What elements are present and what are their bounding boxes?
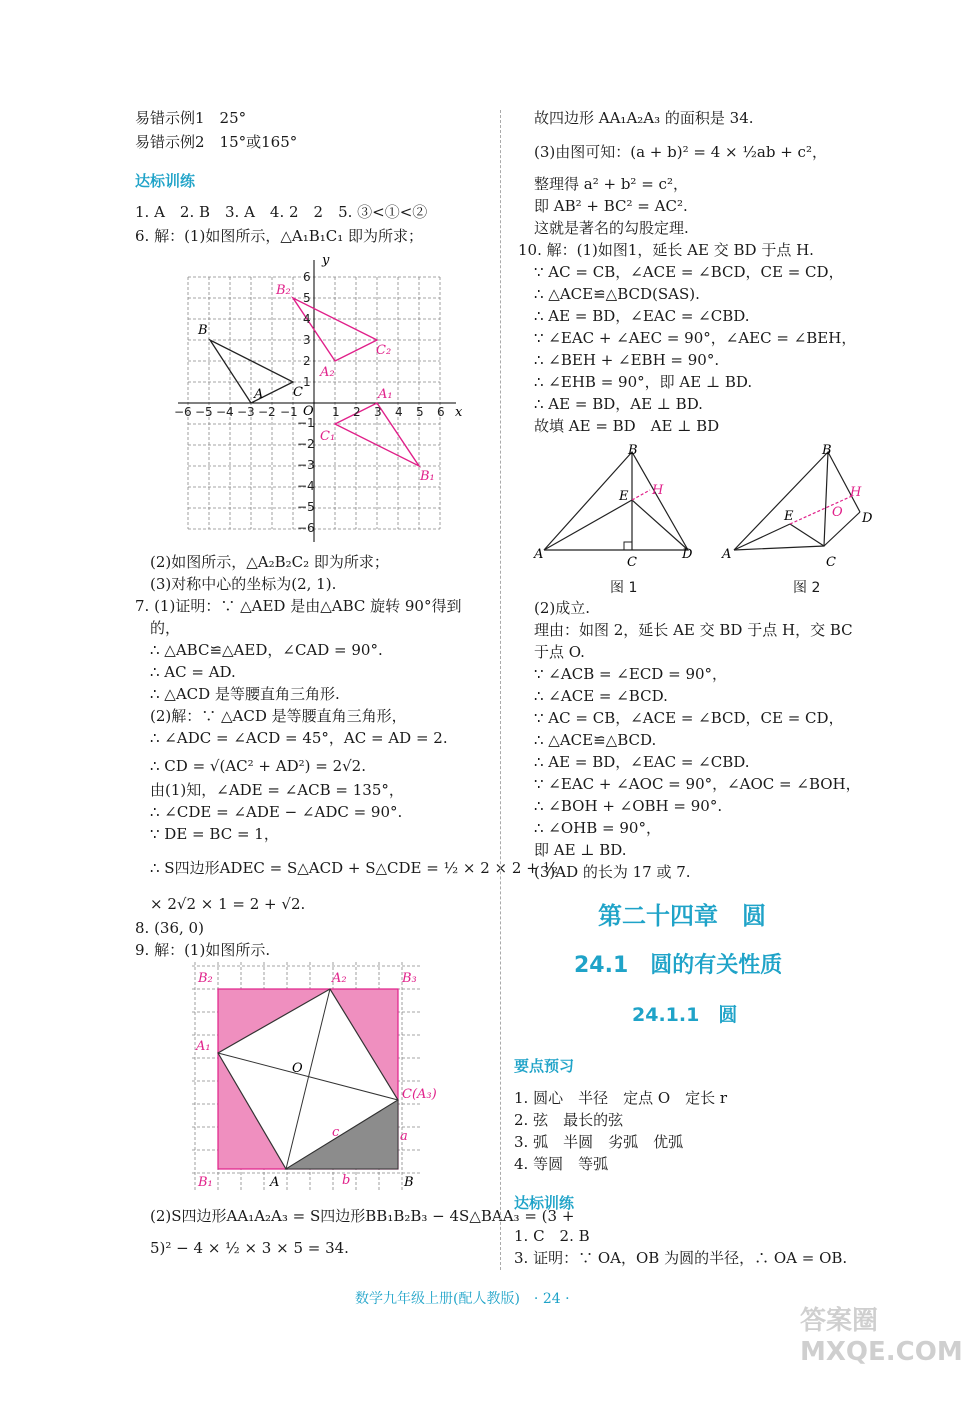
left-text-line: 易错示例1 25° [135, 109, 247, 127]
svg-text:−6: −6 [297, 521, 315, 535]
right-text-line: ∴ ∠ACE = ∠BCD. [534, 687, 668, 705]
svg-text:B: B [822, 443, 832, 458]
right-text-line: ∵ AC = CB，∠ACE = ∠BCD，CE = CD， [534, 709, 844, 727]
svg-text:−2: −2 [297, 437, 315, 451]
watermark-logo: 答案圈 MXQE.COM [800, 1306, 963, 1367]
svg-text:b: b [342, 1173, 351, 1188]
svg-text:A: A [722, 547, 732, 562]
svg-text:−5: −5 [297, 500, 315, 514]
svg-text:1: 1 [303, 375, 311, 389]
left-text-line: ∴ △ABC≌△AED，∠CAD = 90°. [150, 641, 383, 659]
left-text-line: ∵ DE = BC = 1， [150, 825, 279, 843]
left-text-line: 9. 解：(1)如图所示. [135, 941, 271, 959]
svg-text:−4: −4 [216, 405, 234, 419]
svg-text:B₂: B₂ [198, 971, 213, 986]
left-text-line: 1. A 2. B 3. A 4. 2 2 5. ③<①<② [135, 203, 428, 221]
svg-text:A: A [270, 1175, 280, 1190]
svg-text:−5: −5 [195, 405, 213, 419]
svg-text:6: 6 [303, 270, 311, 284]
svg-text:−4: −4 [297, 479, 315, 493]
right-text-line: 1. 圆心 半径 定点 O 定长 r [514, 1089, 728, 1107]
svg-text:3: 3 [374, 405, 382, 419]
left-text-line: 8. (36, 0) [135, 919, 204, 937]
right-text-line: 整理得 a² + b² = c²， [534, 175, 688, 193]
right-text-line: ∵ ∠EAC + ∠AOC = 90°，∠AOC = ∠BOH， [534, 775, 861, 793]
right-text-line: ∴ AE = BD，∠EAC = ∠CBD. [534, 307, 750, 325]
svg-text:4: 4 [395, 405, 403, 419]
left-text-line: (2)如图所示，△A₂B₂C₂ 即为所求； [150, 553, 389, 571]
right-text-line: 故四边形 AA₁A₂A₃ 的面积是 34. [534, 109, 754, 127]
svg-text:B₁: B₁ [420, 469, 435, 484]
right-text-line: 4. 等圆 等弧 [514, 1155, 609, 1173]
svg-text:5: 5 [303, 291, 311, 305]
right-text-line: ∵ AC = CB，∠ACE = ∠BCD，CE = CD， [534, 263, 844, 281]
left-text-line: 6. 解：(1)如图所示，△A₁B₁C₁ 即为所求； [135, 227, 424, 245]
left-text-line: ∴ AC = AD. [150, 663, 236, 681]
left-text-line: 易错示例2 15°或165° [135, 133, 298, 151]
right-text-line: ∴ ∠OHB = 90°， [534, 819, 661, 837]
svg-text:−1: −1 [280, 405, 298, 419]
svg-text:−2: −2 [258, 405, 276, 419]
svg-text:6: 6 [437, 405, 445, 419]
right-text-line: 故填 AE = BD AE ⊥ BD [534, 417, 720, 435]
left-text-line: × 2√2 × 1 = 2 + √2. [150, 895, 306, 913]
svg-text:B: B [404, 1175, 414, 1190]
svg-text:B: B [198, 323, 208, 338]
svg-text:B: B [628, 443, 638, 458]
svg-text:C(A₃): C(A₃) [402, 1087, 437, 1102]
right-text-line: ∴ ∠EHB = 90°，即 AE ⊥ BD. [534, 373, 753, 391]
svg-text:4: 4 [303, 312, 311, 326]
svg-text:C: C [627, 555, 637, 570]
svg-text:B₁: B₁ [198, 1175, 213, 1190]
svg-text:D: D [862, 511, 873, 526]
section-heading-training: 达标训练 [135, 172, 196, 190]
left-text-line: (3)对称中心的坐标为(2, 1). [150, 575, 337, 593]
svg-text:5: 5 [416, 405, 424, 419]
left-text-line: ∴ ∠CDE = ∠ADE − ∠ADC = 90°. [150, 803, 403, 821]
right-text-line: 2. 弦 最长的弦 [514, 1111, 624, 1129]
svg-text:−3: −3 [297, 458, 315, 472]
svg-text:x: x [455, 405, 463, 420]
right-text-line: ∴ △ACE≌△BCD(SAS). [534, 285, 700, 303]
left-text-line: ∴ ∠ADC = ∠ACD = 45°，AC = AD = 2. [150, 729, 448, 747]
right-text-line: ∵ ∠ACB = ∠ECD = 90°， [534, 665, 728, 683]
left-text-line: 由(1)知，∠ADE = ∠ACB = 135°， [150, 781, 404, 799]
page-footer: 数学九年级上册(配人教版) · 24 · [355, 1291, 570, 1307]
right-text-line: ∴ AE = BD，∠EAC = ∠CBD. [534, 753, 750, 771]
chapter-title: 第二十四章 圆 [598, 902, 766, 930]
right-text-line: ∴ ∠BEH + ∠EBH = 90°. [534, 351, 720, 369]
figure-2-caption: 图 2 [793, 580, 821, 596]
right-text-line: ∴ △ACE≌△BCD. [534, 731, 657, 749]
left-text-line: 7. (1)证明：∵ △AED 是由△ABC 旋转 90°得到 [135, 597, 462, 615]
svg-text:−1: −1 [297, 416, 315, 430]
coordinate-figure [170, 252, 470, 548]
right-text-line: 1. C 2. B [514, 1227, 590, 1245]
section-heading-key-preview: 要点预习 [514, 1057, 575, 1075]
right-text-line: ∴ AE = BD，AE ⊥ BD. [534, 395, 703, 413]
svg-text:C₁: C₁ [320, 429, 336, 444]
svg-text:E: E [784, 509, 794, 524]
svg-text:C₂: C₂ [376, 343, 392, 358]
right-text-line: 即 AE ⊥ BD. [534, 841, 627, 859]
left-text-line: 5)² − 4 × ½ × 3 × 5 = 34. [150, 1239, 349, 1257]
svg-text:D: D [682, 547, 693, 562]
triangle-figure-2 [720, 440, 890, 575]
svg-text:A₂: A₂ [332, 971, 347, 986]
right-text-line: (2)成立. [534, 599, 591, 617]
subsection-title: 24.1.1 圆 [632, 1004, 738, 1026]
right-text-line: (3)由图可知：(a + b)² = 4 × ½ab + c²， [534, 143, 827, 161]
svg-text:C: C [293, 385, 303, 400]
left-text-line: ∴ S四边形ADEC = S△ACD + S△CDE = ½ × 2 × 2 + ½ [150, 859, 559, 877]
svg-text:H: H [652, 483, 664, 498]
right-text-line: 这就是著名的勾股定理. [534, 219, 689, 237]
right-text-line: 10. 解：(1)如图1，延长 AE 交 BD 于点 H. [518, 241, 814, 259]
svg-text:A: A [534, 547, 544, 562]
right-text-line: 于点 O. [534, 643, 585, 661]
svg-text:C: C [826, 555, 836, 570]
left-text-line: ∴ CD = √(AC² + AD²) = 2√2. [150, 757, 366, 775]
right-text-line: ∴ ∠BOH + ∠OBH = 90°. [534, 797, 723, 815]
svg-text:A₁: A₁ [378, 387, 393, 402]
svg-text:O: O [303, 404, 314, 419]
svg-text:O: O [292, 1061, 303, 1076]
svg-text:A₂: A₂ [320, 365, 335, 380]
svg-text:−6: −6 [174, 405, 192, 419]
right-text-line: (3)AD 的长为 17 或 7. [534, 863, 691, 881]
triangle-figure-1 [532, 440, 702, 575]
svg-text:3: 3 [303, 333, 311, 347]
svg-text:E: E [619, 489, 629, 504]
svg-text:H: H [850, 485, 862, 500]
right-text-line: 3. 弧 半圆 劣弧 优弧 [514, 1133, 684, 1151]
svg-text:1: 1 [332, 405, 340, 419]
svg-text:B₂: B₂ [276, 283, 291, 298]
svg-text:2: 2 [353, 405, 361, 419]
right-text-line: 理由：如图 2，延长 AE 交 BD 于点 H，交 BC [534, 621, 853, 639]
svg-text:O: O [832, 505, 843, 520]
svg-text:2: 2 [303, 354, 311, 368]
left-text-line: (2)S四边形AA₁A₂A₃ = S四边形BB₁B₂B₃ − 4S△BAA₃ = (3 + [150, 1207, 575, 1225]
figure-1-caption: 图 1 [610, 580, 638, 596]
column-divider [500, 110, 501, 1270]
svg-text:B₃: B₃ [402, 971, 417, 986]
section-title: 24.1 圆的有关性质 [574, 953, 783, 978]
svg-text:−3: −3 [237, 405, 255, 419]
left-text-line: 的， [150, 619, 181, 637]
left-text-line: ∴ △ACD 是等腰直角三角形. [150, 685, 340, 703]
svg-text:A: A [254, 387, 264, 402]
svg-text:A₁: A₁ [196, 1039, 211, 1054]
right-text-line: 3. 证明：∵ OA，OB 为圆的半径，∴ OA = OB. [514, 1249, 848, 1267]
square-figure [192, 962, 437, 1194]
svg-text:y: y [322, 253, 330, 268]
section-heading-training-2: 达标训练 [514, 1194, 575, 1212]
left-text-line: (2)解：∵ △ACD 是等腰直角三角形， [150, 707, 407, 725]
svg-text:c: c [332, 1125, 340, 1140]
right-text-line: ∵ ∠EAC + ∠AEC = 90°，∠AEC = ∠BEH， [534, 329, 857, 347]
svg-text:a: a [400, 1129, 408, 1144]
right-text-line: 即 AB² + BC² = AC². [534, 197, 688, 215]
